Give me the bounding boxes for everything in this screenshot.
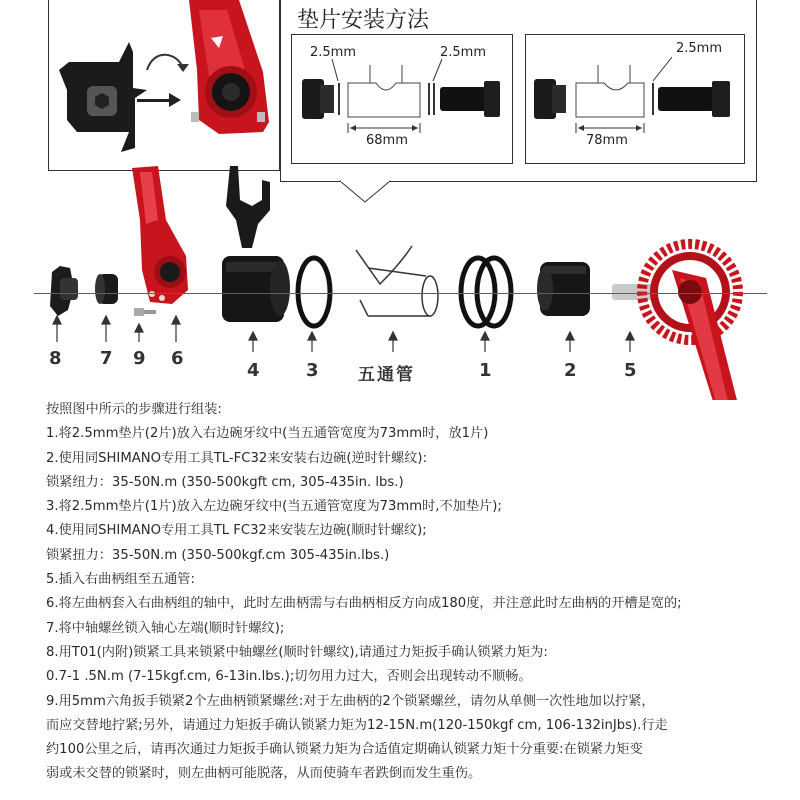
bb-shell-label: 五通管: [358, 365, 415, 385]
part-number-3: 3: [306, 360, 319, 381]
part-number-2: 2: [564, 360, 577, 381]
instruction-line: 锁紧纽力：35-50N.m (350-500kgft cm, 305-435in. lbs.): [46, 474, 404, 490]
part-number-6: 6: [171, 348, 184, 369]
bb-wrench-icon: [226, 166, 270, 248]
crank-arm-icon: [189, 0, 269, 134]
instruction-line: 锁紧扭力：35-50N.m (350-500kgf.cm 305-435in.lbs.): [46, 547, 390, 563]
part-number-1: 1: [479, 360, 492, 381]
part-number-9: 9: [133, 348, 146, 369]
instruction-line: 6.将左曲柄套入右曲柄组的轴中，此时左曲柄需与右曲柄相反方向成180度，并注意此时左曲柄的开槽是宽的;: [46, 596, 682, 612]
instruction-line: 3.将2.5mm垫片(1片)放入左边碗牙纹中(当五通管宽度为73mm时,不加垫片);: [46, 499, 502, 515]
instruction-line: 约100公里之后，请再次通过力矩扳手确认锁紧力矩为合适值定期确认锁紧力矩十分重要:在锁紧力矩变: [46, 742, 643, 758]
shim-installation-panel: [280, 0, 757, 182]
part-number-5: 5: [624, 360, 637, 381]
shim-title: 垫片安装方法: [297, 8, 430, 33]
instruction-line: 5.插入右曲柄组至五通管:: [46, 572, 195, 588]
left-bb-cup-icon: [222, 256, 290, 322]
shim-diagram-78mm: [525, 34, 745, 164]
tool-inset-photo: [48, 0, 280, 171]
lock-tool-icon: [59, 42, 147, 152]
instruction-line: 而应交替地拧紧;另外，请通过力矩扳手确认锁紧力矩为12-15N.m(120-150kgf cm, 106-132inJbs).行走: [46, 717, 668, 733]
right-bb-cup-icon: [537, 262, 590, 316]
shim-label-78: 2.5mm: [676, 41, 723, 56]
part-arrows: [0, 314, 800, 354]
part-number-7: 7: [100, 348, 113, 369]
left-crank-arm-icon: [132, 166, 188, 304]
shell-width-78: 78mm: [586, 133, 628, 148]
shim-diagram-68mm: [291, 34, 513, 164]
instruction-line: 9.用5mm六角扳手锁紧2个左曲柄锁紧螺丝:对于左曲柄的2个锁紧螺丝，请勿从单侧一次性地加以拧紧，: [46, 693, 655, 709]
instruction-line: 1.将2.5mm垫片(2片)放入右边碗牙纹中(当五通管宽度为73mm时，放1片): [46, 426, 489, 442]
tool-assembly-illustration: [49, 0, 279, 170]
crank-bolt-icon: [95, 274, 118, 304]
assembly-instructions: [46, 398, 786, 787]
instruction-line: 按照图中所示的步骤进行组装:: [46, 402, 222, 417]
shim-label-right: 2.5mm: [440, 45, 487, 60]
axis-line: [34, 293, 767, 294]
instruction-line: 2.使用同SHIMANO专用工具TL-FC32来安装右边碗(逆时针螺纹):: [46, 450, 428, 466]
instruction-line: 4.使用同SHIMANO专用工具TL FC32来安装左边碗(顺时针螺纹);: [46, 523, 427, 539]
bb-shell-sketch: [356, 246, 438, 316]
instruction-line: 8.用T01(内附)锁紧工具来锁紧中轴螺丝(顺时针螺纹),请通过力矩扳手确认锁紧力矩为:: [46, 644, 548, 660]
shell-width-68: 68mm: [366, 133, 408, 148]
instruction-line: 0.7-1 .5N.m (7-15kgf.cm, 6-13in.lbs.);切勿用力过大，否则会出现转动不顺畅。: [46, 669, 532, 685]
shim-label-left: 2.5mm: [310, 45, 357, 60]
instruction-line: 7.将中轴螺丝锁入轴心左端(顺时针螺纹);: [46, 620, 285, 636]
part-number-8: 8: [49, 348, 62, 369]
instruction-line: 弱或未交替的锁紧时，则左曲柄可能脱落，从而使骑车者跌倒而发生重伤。: [46, 766, 482, 782]
preload-cap-icon: [50, 266, 78, 316]
part-number-4: 4: [247, 360, 260, 381]
